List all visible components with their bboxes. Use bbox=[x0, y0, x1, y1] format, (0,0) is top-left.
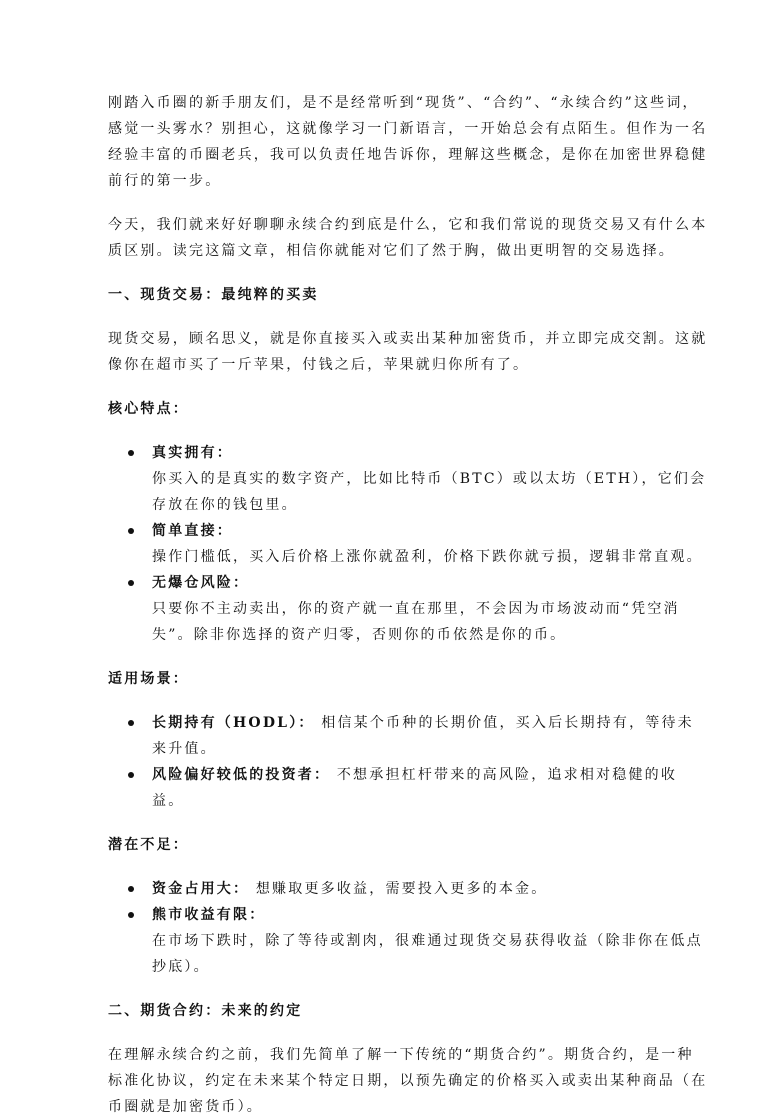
section-2-paragraph: 在理解永续合约之前，我们先简单了解一下传统的“期货合约”。期货合约，是一种标准化协议，约定在未来某个特定日期，以预先确定的价格买入或卖出某种商品（在币圈就是加密货币）。 bbox=[108, 1047, 708, 1115]
list-item-desc: 在市场下跌时，除了等待或割肉，很难通过现货交易获得收益（除非你在低点抄底）。 bbox=[152, 933, 703, 975]
list-item-desc: 不想承担杠杆带来的高风险，追求相对稳健的收益。 bbox=[152, 767, 678, 809]
list-item-term: 简单直接： bbox=[152, 523, 233, 539]
drawbacks-list bbox=[108, 876, 708, 980]
list-item-term: 无爆仓风险： bbox=[152, 575, 250, 591]
list-item-term: 真实拥有： bbox=[152, 445, 233, 461]
list-item bbox=[152, 710, 708, 762]
list-item-desc: 想赚取更多收益，需要投入更多的本金。 bbox=[255, 881, 548, 897]
list-item-desc: 相信某个币种的长期价值，买入后长期持有，等待未来升值。 bbox=[152, 715, 694, 757]
list-item bbox=[152, 762, 708, 814]
list-item-term: 长期持有（HODL）： bbox=[152, 715, 315, 731]
section-1-paragraph: 现货交易，顾名思义，就是你直接买入或卖出某种加密货币，并立即完成交割。这就像你在超市买了一斤苹果，付钱之后，苹果就归你所有了。 bbox=[108, 331, 708, 373]
list-item bbox=[152, 570, 708, 648]
list-item bbox=[152, 440, 708, 518]
scenarios-list bbox=[108, 710, 708, 814]
list-item bbox=[152, 902, 708, 980]
section-1-heading: 一、现货交易：最纯粹的买卖 bbox=[108, 287, 319, 303]
list-item-term: 风险偏好较低的投资者： bbox=[152, 767, 331, 783]
core-features-heading: 核心特点： bbox=[108, 401, 189, 417]
list-item-desc: 只要你不主动卖出，你的资产就一直在那里，不会因为市场波动而“凭空消失”。除非你选择的资产归零，否则你的币依然是你的币。 bbox=[152, 601, 680, 643]
list-item bbox=[152, 876, 708, 902]
intro-paragraph-1: 刚踏入币圈的新手朋友们，是不是经常听到“现货”、“合约”、“永续合约”这些词，感觉一头雾水？别担心，这就像学习一门新语言，一开始总会有点陌生。但作为一名经验丰富的币圈老兵，我可以负责任地告诉你，理解这些概念，是你在加密世界稳健前行的第一步。 bbox=[108, 95, 708, 189]
drawbacks-heading: 潜在不足： bbox=[108, 837, 189, 853]
list-item-term: 资金占用大： bbox=[152, 881, 250, 897]
intro-paragraph-2: 今天，我们就来好好聊聊永续合约到底是什么，它和我们常说的现货交易又有什么本质区别。读完这篇文章，相信你就能对它们了然于胸，做出更明智的交易选择。 bbox=[108, 217, 708, 259]
core-features-list bbox=[108, 440, 708, 648]
list-item bbox=[152, 518, 708, 570]
scenarios-heading: 适用场景： bbox=[108, 671, 189, 687]
list-item-desc: 操作门槛低，买入后价格上涨你就盈利，价格下跌你就亏损，逻辑非常直观。 bbox=[152, 549, 703, 565]
section-2-heading: 二、期货合约：未来的约定 bbox=[108, 1003, 303, 1019]
list-item-desc: 你买入的是真实的数字资产，比如比特币（BTC）或以太坊（ETH），它们会存放在你的钱包里。 bbox=[152, 471, 707, 513]
list-item-term: 熊市收益有限： bbox=[152, 907, 266, 923]
